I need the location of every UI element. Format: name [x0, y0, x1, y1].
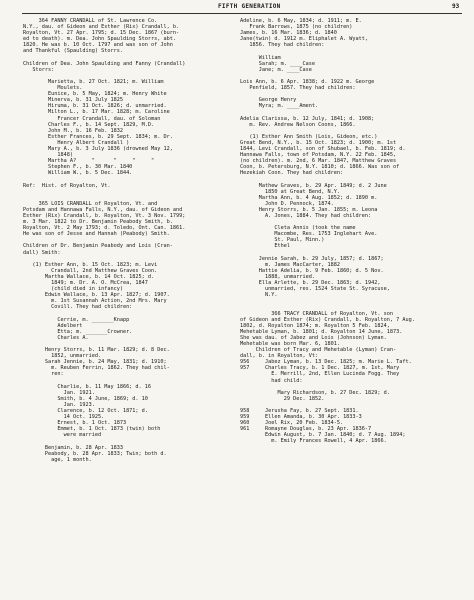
text-line: Eunice, b. 5 May, 1824; m. Henry White — [23, 91, 167, 98]
text-line: Cleta Annis (took the name — [240, 225, 356, 232]
text-line: Henry Storrs, b. 5 Jan. 1855; m. Leona — [240, 206, 378, 213]
text-line: Hannawa Falls, town of Potsdam, N.Y. 22 Feb. 1845, — [240, 152, 397, 159]
text-line: Mehetable was born Mar. 6, 1801. — [240, 340, 340, 347]
text-line: Jan. 1921. — [23, 389, 95, 396]
text-line: Mathew Graves, b. 29 Apr. 1849; d. 2 June — [240, 182, 387, 189]
text-line: Moulets. — [23, 85, 83, 92]
text-line: E. Merrill, 2nd, Ellen Lucinda Fogg. They — [240, 371, 400, 378]
text-line: Hezekiah Coon. They had children: — [240, 170, 344, 177]
text-line: Crandall, 2nd Matthew Graves Coon. — [23, 267, 158, 274]
text-line: (no children). m. 2nd, 6 Mar. 1847, Matthew Graves — [240, 158, 397, 165]
text-line: Mehetable Lyman, b. 1801; d. Royalton 14 June, 1873. — [240, 328, 403, 335]
text-line: Marietta, b. 27 Oct. 1821; m. William — [23, 78, 164, 85]
text-line: 1888, unmarried. — [240, 273, 315, 280]
text-line: Frank Barrows, 1875 (no children) — [240, 24, 353, 31]
text-line: Macombe, Res. 1753 Inglehart Ave. — [240, 231, 378, 238]
text-line: Coon, b. Petersburg, N.Y. 1810; d. 1866. Was son of — [240, 164, 400, 171]
text-line: Edwin Wallace, b. 13 Apr. 1827; d. 1907. — [23, 292, 170, 299]
text-line: 961 Romayne Douglas, b. 23 Apr. 1836-7 — [240, 426, 372, 433]
text-line: Esther (Rix) Crandall, b. Royalton, Vt. 3 Nov. 1799; — [23, 213, 186, 219]
text-line: Children of Dr. Benjamin Peabody and Lois (Cran- — [23, 243, 173, 250]
text-line: James, b. 16 Mar. 1836; d. 1840 — [240, 30, 337, 37]
text-line: 1802, d. Royalton 1874; m. Royalton 5 Feb. 1824, — [240, 322, 390, 329]
text-line: Martha Wallace, b. 14 Oct. 1825; d. — [23, 273, 155, 280]
text-line: Adeline, b. 6 May, 1834; d. 1911; m. E. — [240, 18, 362, 24]
text-line: m. 3 Mar. 1822 to Dr. Benjamin Peabody Smith, b. — [23, 219, 173, 226]
page-header — [0, 4, 474, 12]
text-line: St. Paul, Minn.) — [240, 237, 325, 244]
text-line: Peabody, b. 28 Apr. 1833; Twin; both d. — [23, 450, 167, 457]
text-line: age, 1 month. — [23, 456, 92, 463]
text-line: Henry Storrs, b. 11 Mar. 1829; d. 8 Dec. — [23, 347, 170, 354]
text-line: George Henry — [240, 97, 297, 104]
text-line: 959 Ellen Amanda, b. 30 Apr. 1833-3 — [240, 414, 362, 421]
text-line: Sarah Jennie, b. 24 May, 1831; d. 1910; — [23, 359, 167, 366]
text-line: Smith, b. 4 June, 1869; d. 10 — [23, 395, 148, 402]
text-line: ren: — [23, 371, 64, 378]
text-line: were married — [23, 432, 102, 439]
text-line: Potsdam and Hannawa Falls, N.Y., dau. of Gideon and — [23, 206, 183, 213]
text-line: Hattie Adelia, b. 9 Feb. 1860; d. 5 Nov. — [240, 267, 384, 274]
text-line: m. 1st Susannah Action, 2nd Mrs. Mary — [23, 298, 167, 305]
text-line: unmarried, res. 1524 State St. Syracuse, — [240, 286, 390, 293]
text-line: John M., b. 16 Feb. 1832 — [23, 127, 123, 134]
text-line: Great Bend, N.Y., b. 15 Oct. 1823; d. 1900; m. 1st — [240, 139, 397, 146]
text-line: Charlie, b. 11 May 1866; d. 16 — [23, 383, 152, 390]
text-line: Emmet, b. 1 Oct. 1873 (twin) both — [23, 426, 161, 433]
text-line: He was son of Jesse and Hannah (Peabody) Smith. — [23, 231, 170, 238]
text-line: Jan. 1923. — [23, 401, 95, 408]
header-rule — [22, 13, 462, 14]
text-line: Storrs: — [23, 66, 55, 73]
text-line: Ella Arlette, b. 29 Dec. 1863; d. 1942, — [240, 280, 381, 287]
text-line: Penfield, 1857. They had children: — [240, 85, 356, 92]
text-line: 1856. They had children: — [240, 42, 325, 49]
text-line: 957 Charles Tracy, b. 1 Dec. 1827, m. 1st, Mary — [240, 365, 400, 372]
text-line: Henry Albert Crandall ) — [23, 139, 130, 146]
text-line: Covill. They had children: — [23, 304, 133, 311]
text-line: Adelbert — [23, 322, 83, 329]
text-line: Hiruma, b. 31 Oct. 1826; d. unmarried. — [23, 103, 167, 110]
text-line: N.Y. — [240, 292, 278, 299]
text-line: m. James MacCarter, 1882 — [240, 261, 340, 268]
text-line: Francer Crandall, dau. of Soloman — [23, 115, 161, 122]
generation-title: FIFTH GENERATION — [218, 3, 281, 10]
text-line: 365 LOIS CRANDALL of Royalton, Vt. and — [23, 200, 158, 207]
text-line: A. Jones, 1884. They had children: — [240, 213, 372, 219]
text-line: Jennie Sarah, b. 29 July, 1857; d. 1867; — [240, 255, 384, 262]
text-line: 366 TRACY CRANDALL of Royalton, Vt. son — [240, 310, 394, 317]
text-line: 1850 at Great Bend, N.Y. — [240, 188, 340, 195]
right-column — [240, 18, 466, 445]
text-line: (1) Esther Ann Smith (Lois, Gideon, etc.) — [240, 133, 378, 140]
text-line: Children of Tracy and Mehetable (Lyman) Cran- — [240, 347, 397, 354]
text-line: 958 Jerusha Fay, b. 27 Sept. 1831. — [240, 408, 359, 414]
text-line: m. Reuben Ferrin, 1862. They had chil- — [23, 365, 170, 372]
text-line: 960 Joel Rix, 20 Feb. 1834-5. — [240, 420, 344, 427]
text-line: John D. Pennock, 1874. — [240, 200, 334, 207]
text-line: Benjamin, b. 28 Apr. 1833 — [23, 444, 123, 451]
text-line: Jane; m. ____Case — [240, 66, 312, 73]
text-line: 1849; m. Dr. A. O. McCrea, 1847 — [23, 280, 148, 287]
text-line: dall, b. in Royalton, Vt: — [240, 353, 319, 360]
text-line: 14 Oct. 1925. — [23, 414, 105, 421]
text-line: m. Rev. Andrew Nelson Coons, 1866. — [240, 121, 356, 128]
text-line: Charles A. — [23, 334, 89, 341]
text-line: Myra; m. ____Ament. — [240, 103, 319, 110]
text-line: Jane(twin) d. 1912 m. Eliphalet A. Wyatt, — [240, 36, 369, 43]
text-line: 364 FANNY CRANDALL of St. Lawrence Co. — [23, 18, 158, 24]
text-line: 1852, unmarried. — [23, 353, 102, 360]
text-line: m. Emily Frances Rowell, 4 Apr. 1866. — [240, 438, 387, 445]
text-line: Edwin August, b. 7 Jan. 1840; d. 7 Aug. 1894; — [240, 432, 406, 439]
text-line: 1848) — [23, 152, 73, 159]
text-line: Ethel — [240, 243, 290, 250]
text-line: Adelia Clarissa, b. 12 July, 1841; d. 1908; — [240, 115, 375, 122]
text-line: Etta; m. _______Crowner. — [23, 328, 133, 335]
text-line: 1844, Levi Crandall, son of Shubael, b. Feb. 1819; d. — [240, 145, 406, 152]
text-line: Royalton, Vt. 2 May 1793; d. Toledo, Ont. Can. 1861. — [23, 225, 186, 232]
text-line: Martha A? " " " " — [23, 158, 155, 165]
text-line: Milton L., b. 17 Mar. 1828; m. Caroline — [23, 109, 170, 116]
left-column — [23, 18, 231, 463]
text-line: Stephen F., b. 30 Mar. 1840 — [23, 164, 133, 171]
text-line: (child died in infancy) — [23, 286, 123, 293]
text-line: N.Y., dau. of Gideon and Esther (Rix) Crandall, b. — [23, 24, 180, 31]
text-line: Charles F., b. 14 Sept. 1829, M.D. — [23, 121, 155, 128]
text-line: William W., b. 5 Dec. 1844. — [23, 170, 133, 177]
text-line: Minerva, b. 31 July 1825 — [23, 97, 123, 104]
text-line: dall) Smith: — [23, 249, 61, 256]
text-line: Mary Richardson, b. 27 Dec. 1829; d. — [240, 389, 390, 396]
text-line: Clarence, b. 12 Oct. 1871; d. — [23, 408, 148, 414]
text-line: Lois Ann, b. 6 Apr. 1838; d. 1922 m. George — [240, 78, 375, 85]
page-number: 93 — [452, 3, 460, 10]
text-line: Royalton, Vt. 27 Apr. 1795; d. 15 Dec. 1867 (burn- — [23, 30, 180, 37]
text-line: Cerrie, m. _______Knapp — [23, 316, 130, 323]
text-line: 956 Jabez Lyman, b. 13 Dec. 1825; m. Marie L. Taft. — [240, 359, 412, 366]
text-line: Sarah; m. ____Case — [240, 60, 315, 67]
text-line: Martha Ann, b. 4 Aug. 1852; d. 1890 m. — [240, 194, 378, 201]
text-line: Ref: Hist. of Royalton, Vt. — [23, 182, 111, 189]
text-line: had child: — [240, 377, 303, 384]
text-line: of Gideon and Esther (Rix) Crandall, b. Royalton, 7 Aug. — [240, 316, 415, 323]
text-line: 1820. He was b. 10 Oct. 1797 and was son of John — [23, 42, 173, 49]
text-line: Esther Frances, b. 29 Sept. 1834; m. Dr. — [23, 133, 173, 140]
text-line: Children of Dea. John Spaulding and Fanny (Crandall) — [23, 60, 186, 67]
text-line: She was dau. of Jabez and Lois (Johnson) Lyman. — [240, 334, 387, 341]
text-line: Ernest, b. 1 Oct. 1873 — [23, 420, 127, 427]
text-line: (1) Esther Ann, b. 15 Oct. 1823; m. Levi — [23, 261, 158, 268]
text-line: Mary A., b. 3 July 1836 (drowned May 12, — [23, 145, 173, 152]
text-line: 29 Dec. 1852. — [240, 395, 325, 402]
text-line: William — [240, 54, 281, 61]
text-line: and Thankful (Spaulding) Storrs. — [23, 48, 123, 55]
text-line: ed to death). m. Dea. John Spaulding Storrs, abt. — [23, 36, 177, 43]
